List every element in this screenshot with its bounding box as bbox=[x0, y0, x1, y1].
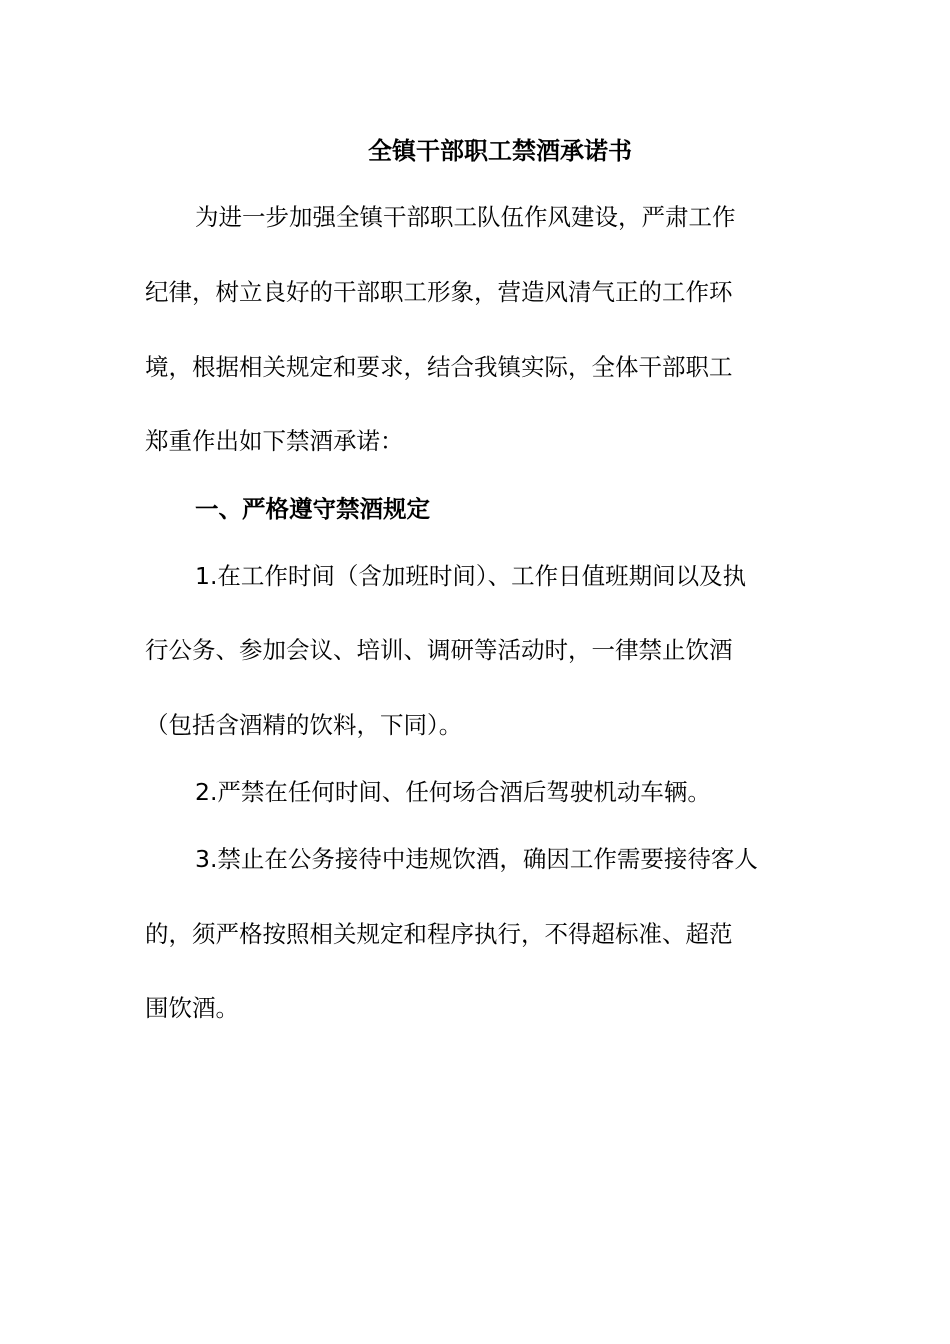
intro-line: 郑重作出如下禁酒承诺： bbox=[145, 427, 404, 455]
document-title: 全镇干部职工禁酒承诺书 bbox=[368, 137, 632, 165]
item-line: 1.在工作时间（含加班时间）、工作日值班期间以及执 bbox=[195, 562, 747, 590]
item-line: 2.严禁在任何时间、任何场合酒后驾驶机动车辆。 bbox=[195, 778, 711, 806]
item-line: 的，须严格按照相关规定和程序执行，不得超标准、超范 bbox=[145, 920, 733, 948]
item-line: 行公务、参加会议、培训、调研等活动时，一律禁止饮酒 bbox=[145, 636, 733, 664]
intro-line: 境，根据相关规定和要求，结合我镇实际，全体干部职工 bbox=[145, 353, 733, 381]
section-heading: 一、严格遵守禁酒规定 bbox=[195, 495, 430, 523]
item-line: 围饮酒。 bbox=[145, 994, 239, 1022]
item-line: （包括含酒精的饮料，下同）。 bbox=[145, 711, 463, 739]
intro-line: 为进一步加强全镇干部职工队伍作风建设，严肃工作 bbox=[195, 203, 736, 231]
intro-line: 纪律，树立良好的干部职工形象，营造风清气正的工作环 bbox=[145, 278, 733, 306]
item-line: 3.禁止在公务接待中违规饮酒，确因工作需要接待客人 bbox=[195, 845, 758, 873]
